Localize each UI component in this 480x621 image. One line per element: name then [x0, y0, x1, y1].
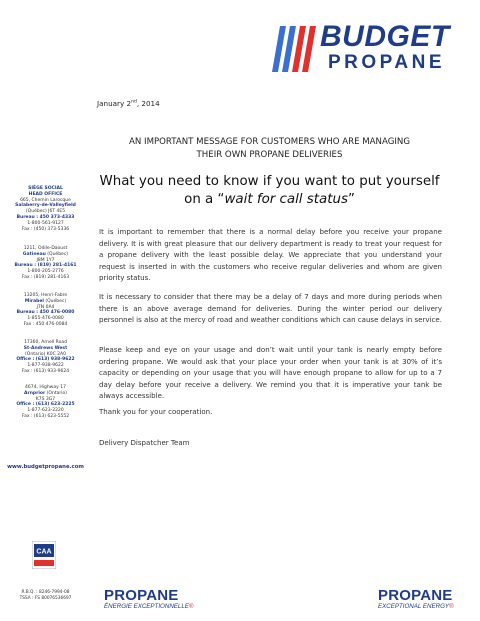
svg-text:CAA: CAA [36, 548, 52, 556]
caa-badge-icon [32, 541, 56, 569]
logo-stripes-icon [272, 26, 316, 72]
office-gatineau: 1211, Odile-Daoust Gatineau (Québec) J8M 1Y7 Bureau : (819) 281-4161 1-800-205-2776 Fax : (819) 281-4163 [14, 246, 77, 280]
license-numbers: R.B.Q. : 8246-7994-08 TSSA : FS 80076536697 [19, 590, 72, 601]
body-paragraph-4: Thank you for your cooperation. [99, 407, 213, 416]
logo-word-budget: BUDGET [320, 20, 450, 53]
body-paragraph-1: It is important to remember that there is a normal delay before you receive your propane delivery. It is with great pleasure that our delivery department is ready to treat your request for a propane delivery with the least possible delay. We appreciate that you understand your request is inserted in with the customers who receive regular deliveries and whom are given priority status. [99, 227, 442, 283]
budget-propane-logo [272, 22, 462, 78]
signature-line: Delivery Dispatcher Team [99, 438, 190, 447]
propane-logo-fr: PROPANE ÉNERGIE EXCEPTIONNELLE® [104, 587, 194, 610]
office-mirabel: 13205, Henri-Fabre Mirabel (Québec) J7N 0A4 Bureau : 450 476-0080 1-855-476-0080 Fax : 450 476-0084 [16, 293, 75, 327]
propane-logo-en: PROPANE EXCEPTIONAL ENERGY® [378, 587, 454, 610]
body-paragraph-3: Please keep and eye on your usage and don’t wait until your tank is nearly empty before ordering propane. We would ask that your place your order when your tank is at 30% of it’s capacity or depending on your usage that you will have enough propane to allow for up to a 7 day delay before your receive a delivery. We remind you that it is imperative your tank be always accessible. [99, 345, 442, 401]
letter-date: January 2nd, 2014 [97, 99, 160, 108]
message-heading: AN IMPORTANT MESSAGE FOR CUSTOMERS WHO ARE MANAGING THEIR OWN PROPANE DELIVERIES [129, 137, 410, 160]
office-st-andrews: 17360, Arnell Road St-Andrews West (Ontario) K0C 2A0 Office : (613) 938-9622 1-877-938-9622 Fax : (613) 933-9624 [16, 340, 75, 374]
message-subheading: What you need to know if you want to put yourself on a “wait for call status” [99, 174, 440, 207]
body-paragraph-2: It is necessary to consider that there may be a delay of 7 days and more during periods when there is an above average demand for deliveries. During the winter period our delivery personnel is also at the mercy of road and weather conditions which can cause delays in service. [99, 292, 442, 325]
office-arnprior: 4674, Highway 17 Arnprior (Ontario) K7S 3G7 Office : (613) 623-2225 1-877-623-2220 Fax : (613) 623-5552 [16, 385, 75, 419]
website-link[interactable]: www.budgetpropane.com [7, 464, 84, 470]
logo-word-propane: PROPANE [328, 52, 446, 73]
office-head: SIÈGE SOCIAL HEAD OFFICE 665, Chemin Larocque Salaberry-de-Valleyfield (Québec) J6T 4E5 Bureau : 450 373-4333 1-800-561-9127 Fax : (450) 373-5336 [15, 186, 76, 232]
